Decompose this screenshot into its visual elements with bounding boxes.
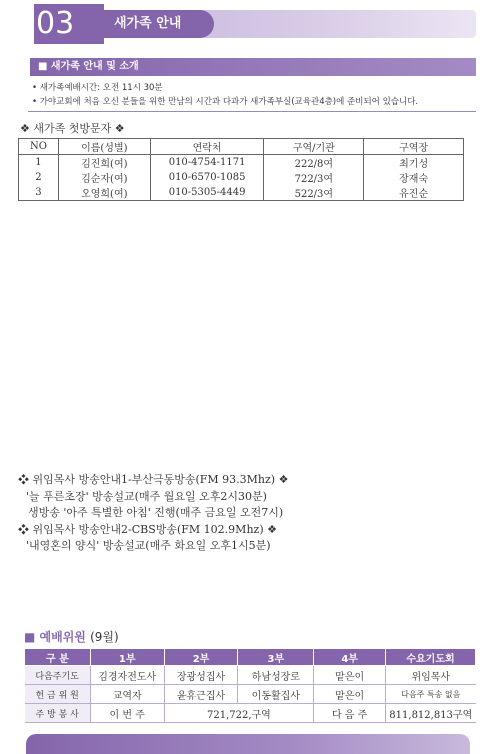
row-label-offering: 헌 금 위 원 xyxy=(25,685,91,704)
cell-value: 이동활집사 xyxy=(238,685,314,704)
info-line-service-time: • 새가족예배시간: 오전 11시 30분 xyxy=(32,83,163,93)
table-row xyxy=(25,666,476,685)
row-label-prayer: 다음주기도 xyxy=(25,666,91,685)
next-week-value: 811,812,813구역 xyxy=(386,704,476,723)
col-service-2: 2부 xyxy=(164,649,238,666)
section-header xyxy=(16,4,476,44)
intro-heading: ■ 새가족 안내 및 소개 xyxy=(30,58,476,76)
table-row xyxy=(19,185,464,201)
broadcast-line-4: ❖ 위임목사 방송안내2-CBS방송(FM 102.9Mhz) ❖ xyxy=(18,522,277,536)
worship-month: (9월) xyxy=(90,630,119,644)
worship-table xyxy=(24,648,476,723)
col-leader: 구역장 xyxy=(364,139,464,155)
visitors-title: ❖ 새가족 첫방문자 ❖ xyxy=(20,122,125,135)
col-service-1: 1부 xyxy=(90,649,164,666)
cell-district: 522/3여 xyxy=(264,185,364,201)
broadcast-line-3: 생방송 '아주 특별한 아침' 진행(매주 금요일 오전7시) xyxy=(28,506,284,519)
cell-no: 1 xyxy=(19,155,59,171)
cell-value: 맡은이 xyxy=(314,666,386,685)
cell-phone: 010-6570-1085 xyxy=(150,170,264,185)
col-name: 이름(성별) xyxy=(58,139,150,155)
col-no: NO xyxy=(19,139,59,155)
cell-value: 다음주 특송 없음 xyxy=(386,685,476,704)
cell-phone: 010-4754-1171 xyxy=(150,155,264,171)
cell-district: 222/8여 xyxy=(264,155,364,171)
page-title: 새가족 안내 xyxy=(104,10,214,38)
this-week-value: 721,722,구역 xyxy=(164,704,314,723)
cell-value: 장광성집사 xyxy=(164,666,238,685)
col-district: 구역/기관 xyxy=(264,139,364,155)
cell-leader: 최기성 xyxy=(364,155,464,171)
broadcast-line-5: '내영혼의 양식' 방송설교(매주 화요일 오후1시5분) xyxy=(26,539,271,552)
cell-leader: 장재숙 xyxy=(364,170,464,185)
cell-name: 오영희(여) xyxy=(58,185,150,201)
worship-heading: ■ 예배위원 xyxy=(24,630,86,644)
cell-name: 김순자(여) xyxy=(58,170,150,185)
broadcast-line-2: '늘 푸른초장' 방송설교(매주 월요일 오후2시30분) xyxy=(26,489,267,503)
col-service-3: 3부 xyxy=(238,649,314,666)
worship-header-row xyxy=(25,649,476,666)
cell-district: 722/3여 xyxy=(264,170,364,185)
cell-value: 위임목사 xyxy=(386,666,476,685)
cell-phone: 010-5305-4449 xyxy=(150,185,264,201)
cell-value: 윤휴근집사 xyxy=(164,685,238,704)
visitors-table xyxy=(18,138,464,201)
table-row xyxy=(25,685,476,704)
broadcast-info xyxy=(18,472,488,555)
col-phone: 연락처 xyxy=(150,139,264,155)
worship-title xyxy=(24,628,119,645)
intro-info xyxy=(32,81,478,109)
cell-value: 맡은이 xyxy=(314,685,386,704)
cell-no: 2 xyxy=(19,170,59,185)
table-row xyxy=(25,704,476,723)
next-week-label: 다 음 주 xyxy=(314,704,386,723)
row-label-kitchen: 주 방 봉 사 xyxy=(25,704,91,723)
section-number: 03 xyxy=(16,4,104,44)
divider xyxy=(28,111,476,112)
cell-leader: 유진순 xyxy=(364,185,464,201)
cell-name: 김진희(여) xyxy=(58,155,150,171)
col-wednesday: 수요기도회 xyxy=(386,649,476,666)
cell-no: 3 xyxy=(19,185,59,201)
table-header-row xyxy=(19,139,464,155)
broadcast-line-1: ❖ 위임목사 방송안내1-부산극동방송(FM 93.3Mhz) ❖ xyxy=(18,473,289,486)
cell-value: 교역자 xyxy=(90,685,164,704)
info-line-welcome: • 가야교회에 처음 오신 분들을 위한 만남의 시간과 다과가 새가족부실(교육관4층)에 준비되어 있습니다. xyxy=(32,97,419,107)
cell-value: 하남성장로 xyxy=(238,666,314,685)
this-week-label: 이 번 주 xyxy=(90,704,164,723)
table-row xyxy=(19,155,464,171)
cell-value: 김경자전도사 xyxy=(90,666,164,685)
table-row xyxy=(19,170,464,185)
title-bar xyxy=(104,10,476,38)
col-category: 구 분 xyxy=(25,649,91,666)
col-service-4: 4부 xyxy=(314,649,386,666)
footer-bar xyxy=(26,734,470,754)
